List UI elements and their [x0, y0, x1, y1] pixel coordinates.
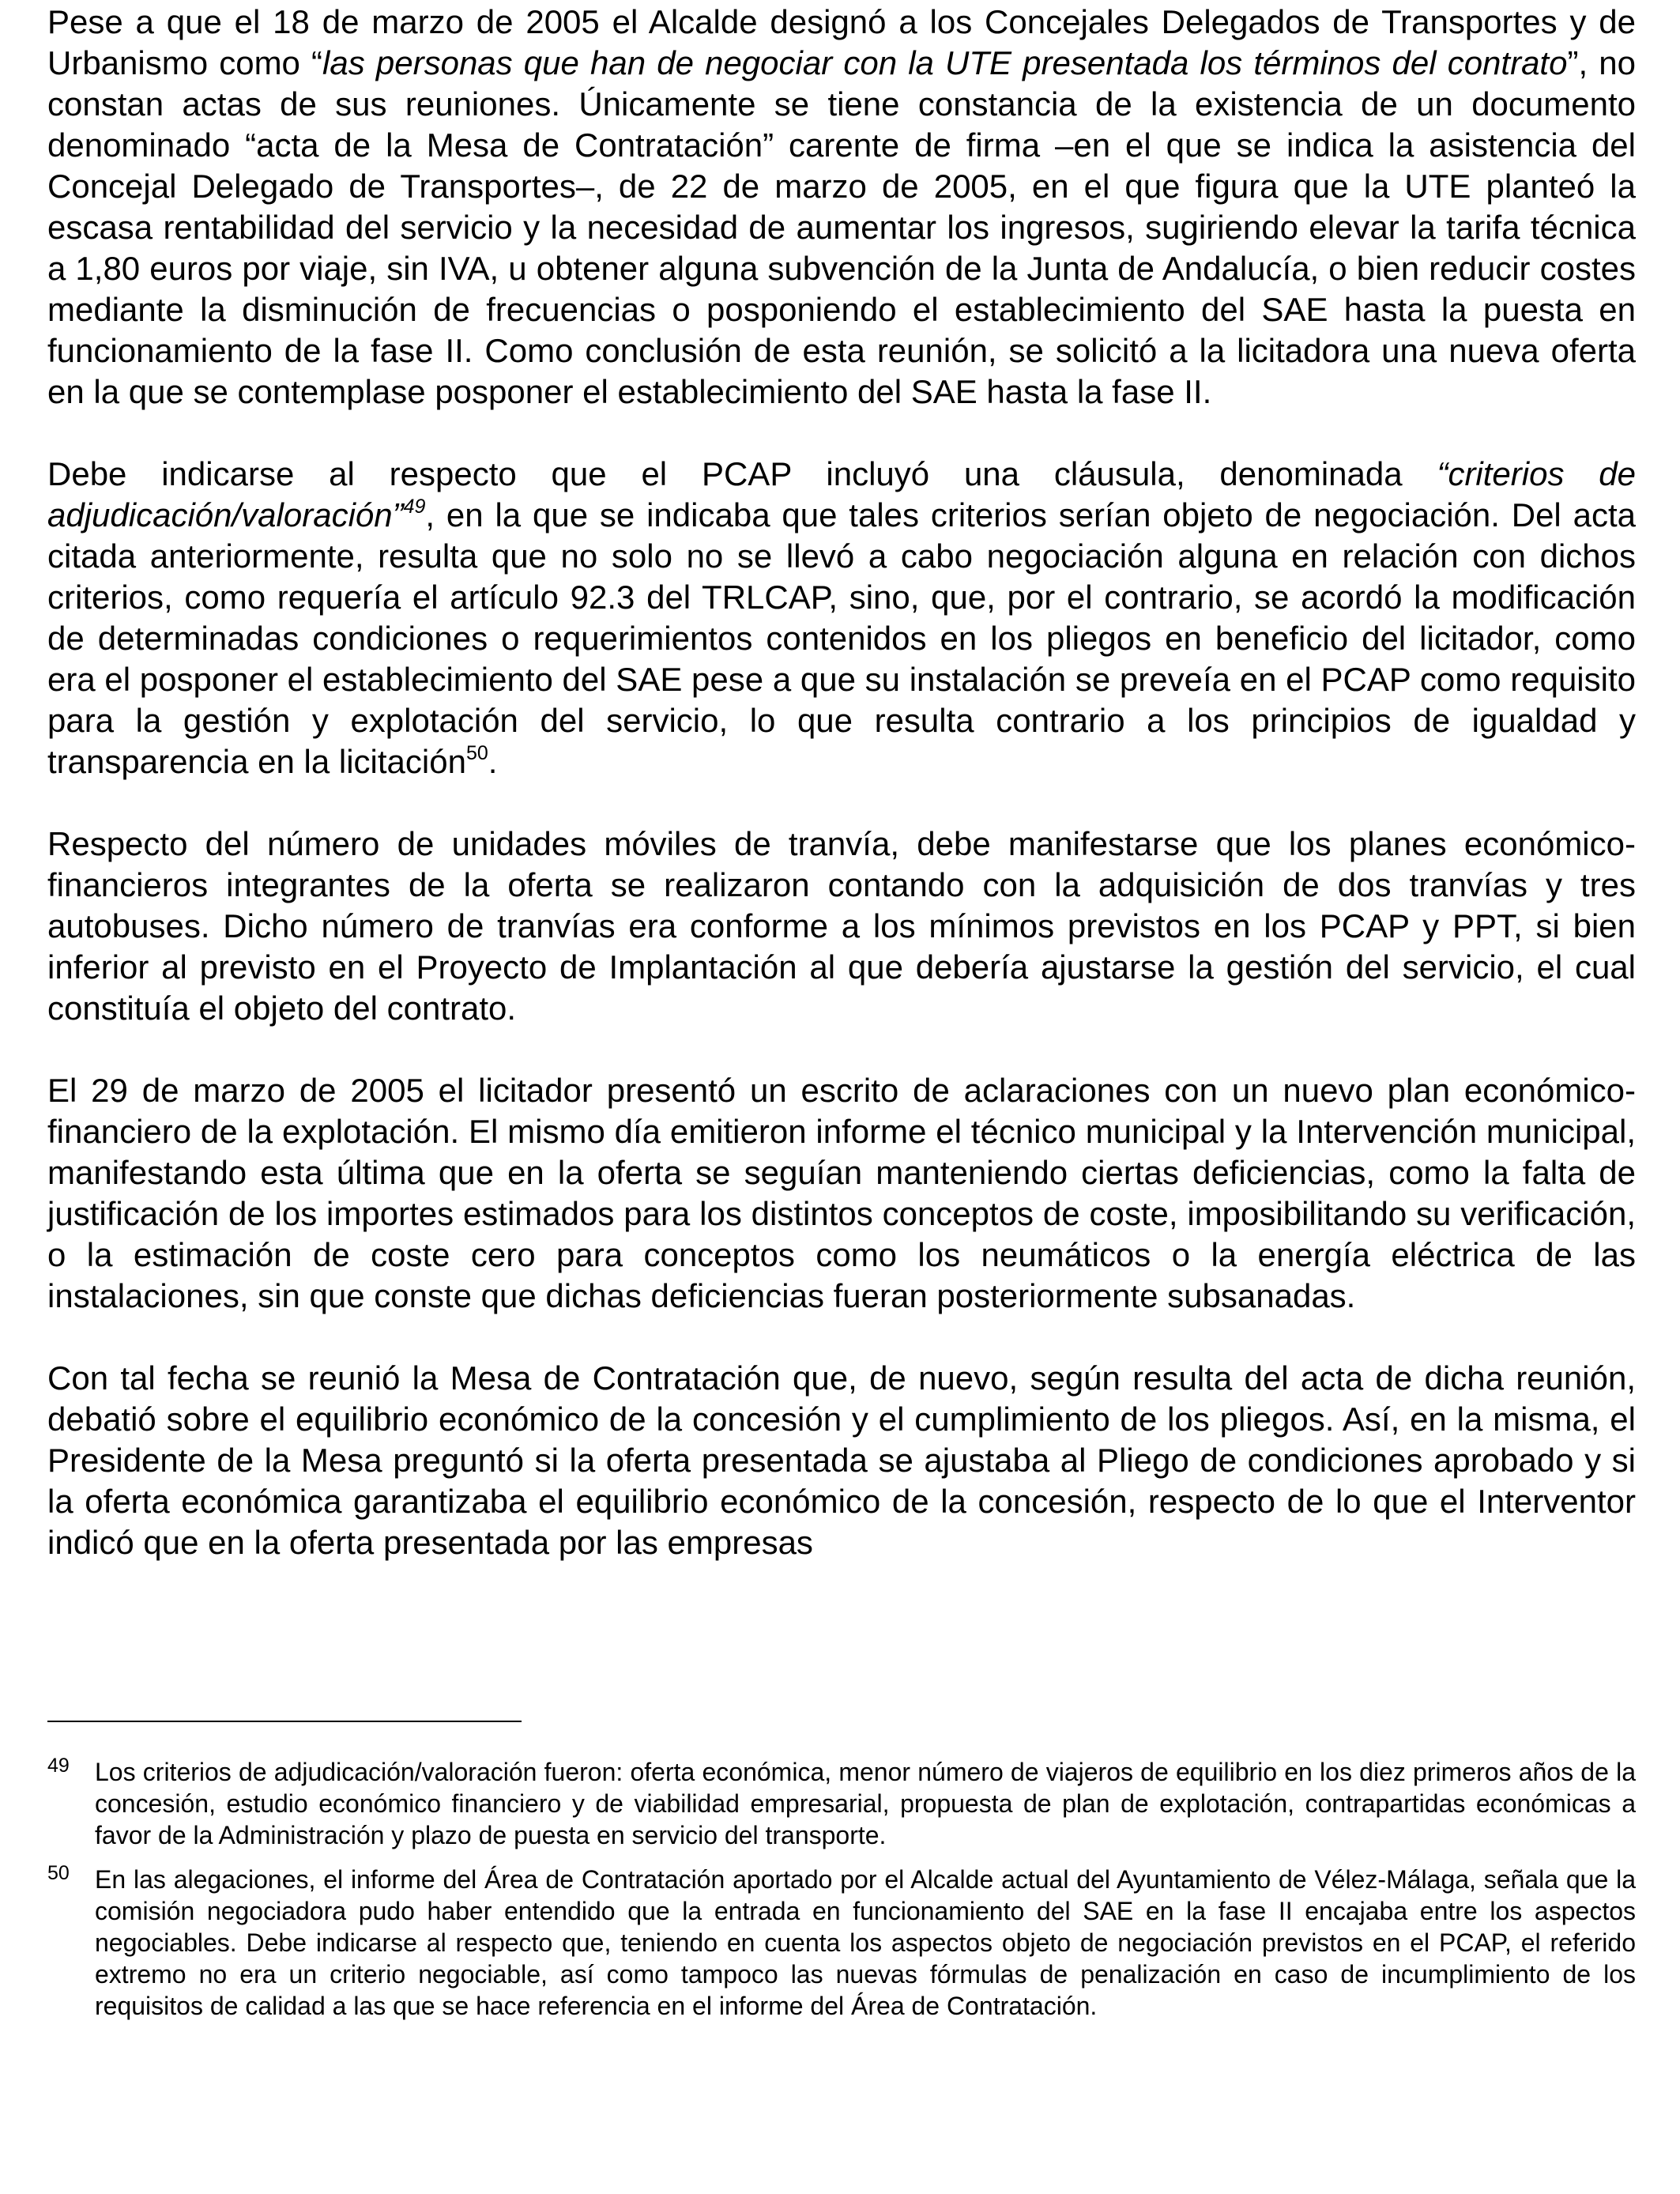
paragraph-1: [47, 2, 1636, 413]
footnote-separator: [47, 1721, 522, 1722]
document-body: [47, 2, 1636, 1604]
paragraph-3: [47, 824, 1636, 1029]
footnote-text: Los criterios de adjudicación/valoración fueron: oferta económica, menor número de viajeros de equilibrio en los diez primeros años de la concesión, estudio económico financiero y de viabilidad empresarial, propuesta de plan de explotación, contrapartidas económicas a favor de la Administración y plazo de puesta en servicio del transporte.: [95, 1758, 1636, 1849]
paragraph-2: [47, 454, 1636, 782]
p1-text-1: Pese a que el 18 de marzo de 2005 el Alcalde designó a los Concejales Delegados de Transportes y de Urbanismo como “: [47, 3, 1636, 81]
footnotes: [47, 1756, 1636, 2034]
footnote-ref-49[interactable]: 49: [403, 496, 426, 518]
p2-criteria-italic: “criterios de adjudicación/valoración”: [47, 455, 1636, 533]
footnote-49: [47, 1756, 1636, 1851]
footnote-50: [47, 1864, 1636, 2022]
p4-text: El 29 de marzo de 2005 el licitador presentó un escrito de aclaraciones con un nuevo plan económico-financiero de la explotación. El mismo día emitieron informe el técnico municipal y la Intervención municipal, manifestando esta última que en la oferta se seguían manteniendo ciertas deficiencias, como la falta de justificación de los importes estimados para los distintos conceptos de coste, imposibilitando su verificación, o la estimación de coste cero para conceptos como los neumáticos o la energía eléctrica de las instalaciones, sin que conste que dichas deficiencias fueran posteriormente subsanadas.: [47, 1072, 1636, 1314]
footnote-number: 50: [47, 1862, 70, 1884]
paragraph-4: [47, 1070, 1636, 1317]
p2-text-1: Debe indicarse al respecto que el PCAP incluyó una cláusula, denominada: [47, 455, 1437, 492]
footnote-ref-50[interactable]: 50: [465, 742, 488, 764]
p2-text-2: , en la que se indicaba que tales criterios serían objeto de negociación. Del acta citada anteriormente, resulta que no solo no se llevó a cabo negociación alguna en relación con dichos criterios, como requería el artículo 92.3 del TRLCAP, sino, que, por el contrario, se acordó la modificación de determinadas condiciones o requerimientos contenidos en los pliegos en beneficio del licitador, como era el posponer el establecimiento del SAE pese a que su instalación se preveía en el PCAP como requisito para la gestión y explotación del servicio, lo que resulta contrario a los principios de igualdad y transparencia en la licitación: [47, 496, 1636, 780]
footnote-number: 49: [47, 1755, 70, 1777]
p1-text-2: ”, no constan actas de sus reuniones. Únicamente se tiene constancia de la existencia de un documento denominado “acta de la Mesa de Contratación” carente de firma –en el que se indica la asistencia del Concejal Delegado de Transportes–, de 22 de marzo de 2005, en el que figura que la UTE planteó la escasa rentabilidad del servicio y la necesidad de aumentar los ingresos, sugiriendo elevar la tarifa técnica a 1,80 euros por viaje, sin IVA, u obtener alguna subvención de la Junta de Andalucía, o bien reducir costes mediante la disminución de frecuencias o posponiendo el establecimiento del SAE hasta la puesta en funcionamiento de la fase II. Como conclusión de esta reunión, se solicitó a la licitadora una nueva oferta en la que se contemplase posponer el establecimiento del SAE hasta la fase II.: [47, 44, 1636, 410]
p5-text: Con tal fecha se reunió la Mesa de Contratación que, de nuevo, según resulta del acta de dicha reunión, debatió sobre el equilibrio económico de la concesión y el cumplimiento de los pliegos. Así, en la misma, el Presidente de la Mesa preguntó si la oferta presentada se ajustaba al Pliego de condiciones aprobado y si la oferta económica garantizaba el equilibrio económico de la concesión, respecto de lo que el Interventor indicó que en la oferta presentada por las empresas: [47, 1359, 1636, 1561]
p1-quote-italic: las personas que han de negociar con la UTE presentada los términos del contrato: [322, 44, 1568, 81]
footnote-text: En las alegaciones, el informe del Área de Contratación aportado por el Alcalde actual del Ayuntamiento de Vélez-Málaga, señala que la comisión negociadora pudo haber entendido que la entrada en funcionamiento del SAE en la fase II encajaba entre los aspectos negociables. Debe indicarse al respecto que, teniendo en cuenta los aspectos objeto de negociación previstos en el PCAP, el referido extremo no era un criterio negociable, así como tampoco las nuevas fórmulas de penalización en caso de incumplimiento de los requisitos de calidad a las que se hace referencia en el informe del Área de Contratación.: [95, 1865, 1636, 2020]
p3-text: Respecto del número de unidades móviles de tranvía, debe manifestarse que los planes económico-financieros integrantes de la oferta se realizaron contando con la adquisición de dos tranvías y tres autobuses. Dicho número de tranvías era conforme a los mínimos previstos en los PCAP y PPT, si bien inferior al previsto en el Proyecto de Implantación al que debería ajustarse la gestión del servicio, el cual constituía el objeto del contrato.: [47, 825, 1636, 1027]
paragraph-5: [47, 1358, 1636, 1563]
p2-text-3: .: [488, 743, 498, 780]
